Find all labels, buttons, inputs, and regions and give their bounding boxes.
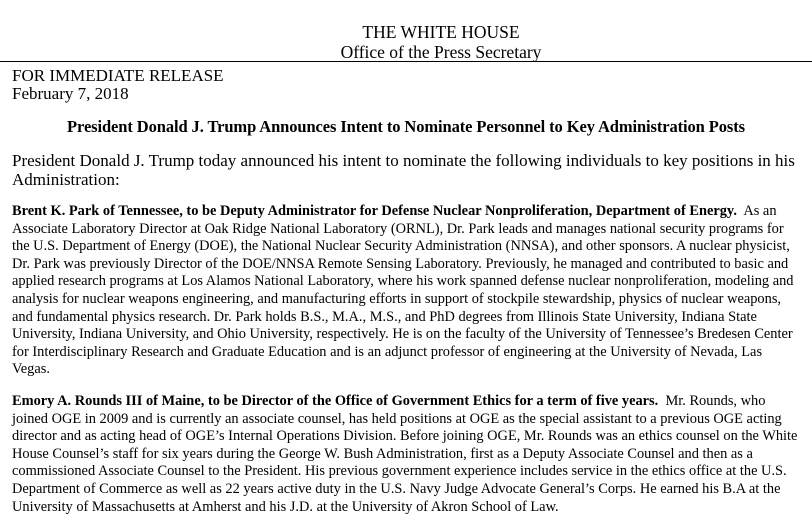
nominee-body-rounds: Mr. Rounds, who joined OGE in 2009 and is currently an associate counsel, has held positions at OGE as the special assistant to a previous OGE acting director and as acting head of OGE’s Internal Operations Division. Before joining OGE, Mr. Rounds was an ethics counsel on the White House Counsel’s staff for six years during the George W. Bush Administration, first as a Deputy Associate Counsel and then as a commissioned Associate Counsel to the President. His previous government experience includes service in the ethics office at the U.S. Department of Commerce as well as 22 years active duty in the U.S. Navy Judge Advocate General’s Corps. He earned his B.A at the University of Massachusetts at Amherst and his J.D. at the University of Akron School of Law.	[12, 392, 798, 515]
nominee-body-park: As an Associate Laboratory Director at Oak Ridge National Laboratory (ORNL), Dr. Park leads and manages national security programs for the U.S. Department of Energy (DOE), the National Nuclear Security Administration (NNSA), and other sponsors. A nuclear physicist, Dr. Park was previously Director of the DOE/NNSA Remote Sensing Laboratory. Previously, he managed and contributed to basic and applied research programs at Los Alamos National Laboratory, where his work spanned defense nuclear nonproliferation, modeling and analysis for nuclear weapons engineering, and manufacturing efforts in support of stockpile stewardship, physics of nuclear weapons, and fundamental physics research. Dr. Park holds B.S., M.A., M.S., and PhD degrees from Illinois State University, Indiana State University, Indiana University, and Ohio University, respectively. He is on the faculty of the University of Tennessee’s Bredesen Center for Interdisciplinary Research and Graduate Education and is an adjunct professor of engineering at the University of Nevada, Las Vegas.	[12, 203, 794, 378]
header-divider	[0, 61, 812, 62]
press-header	[12, 0, 800, 62]
release-label: FOR IMMEDIATE RELEASE	[12, 66, 224, 85]
release-date: February 7, 2018	[12, 84, 129, 103]
press-headline: President Donald J. Trump Announces Intent to Nominate Personnel to Key Administration Posts	[67, 117, 745, 136]
nominee-heading-park: Brent K. Park of Tennessee, to be Deputy Administrator for Defense Nuclear Nonproliferation, Department of Energy.	[12, 203, 737, 219]
nominee-heading-rounds: Emory A. Rounds III of Maine, to be Director of the Office of Government Ethics for a term of five years.	[12, 392, 659, 409]
header-title: THE WHITE HOUSE	[362, 22, 520, 42]
intro-paragraph: President Donald J. Trump today announced his intent to nominate the following individuals to key positions in his Administration:	[12, 151, 795, 189]
nominee-paragraph-park	[12, 203, 800, 379]
nominee-paragraph-rounds	[12, 393, 800, 516]
header-subtitle: Office of the Press Secretary	[340, 42, 542, 62]
release-info	[12, 67, 800, 103]
